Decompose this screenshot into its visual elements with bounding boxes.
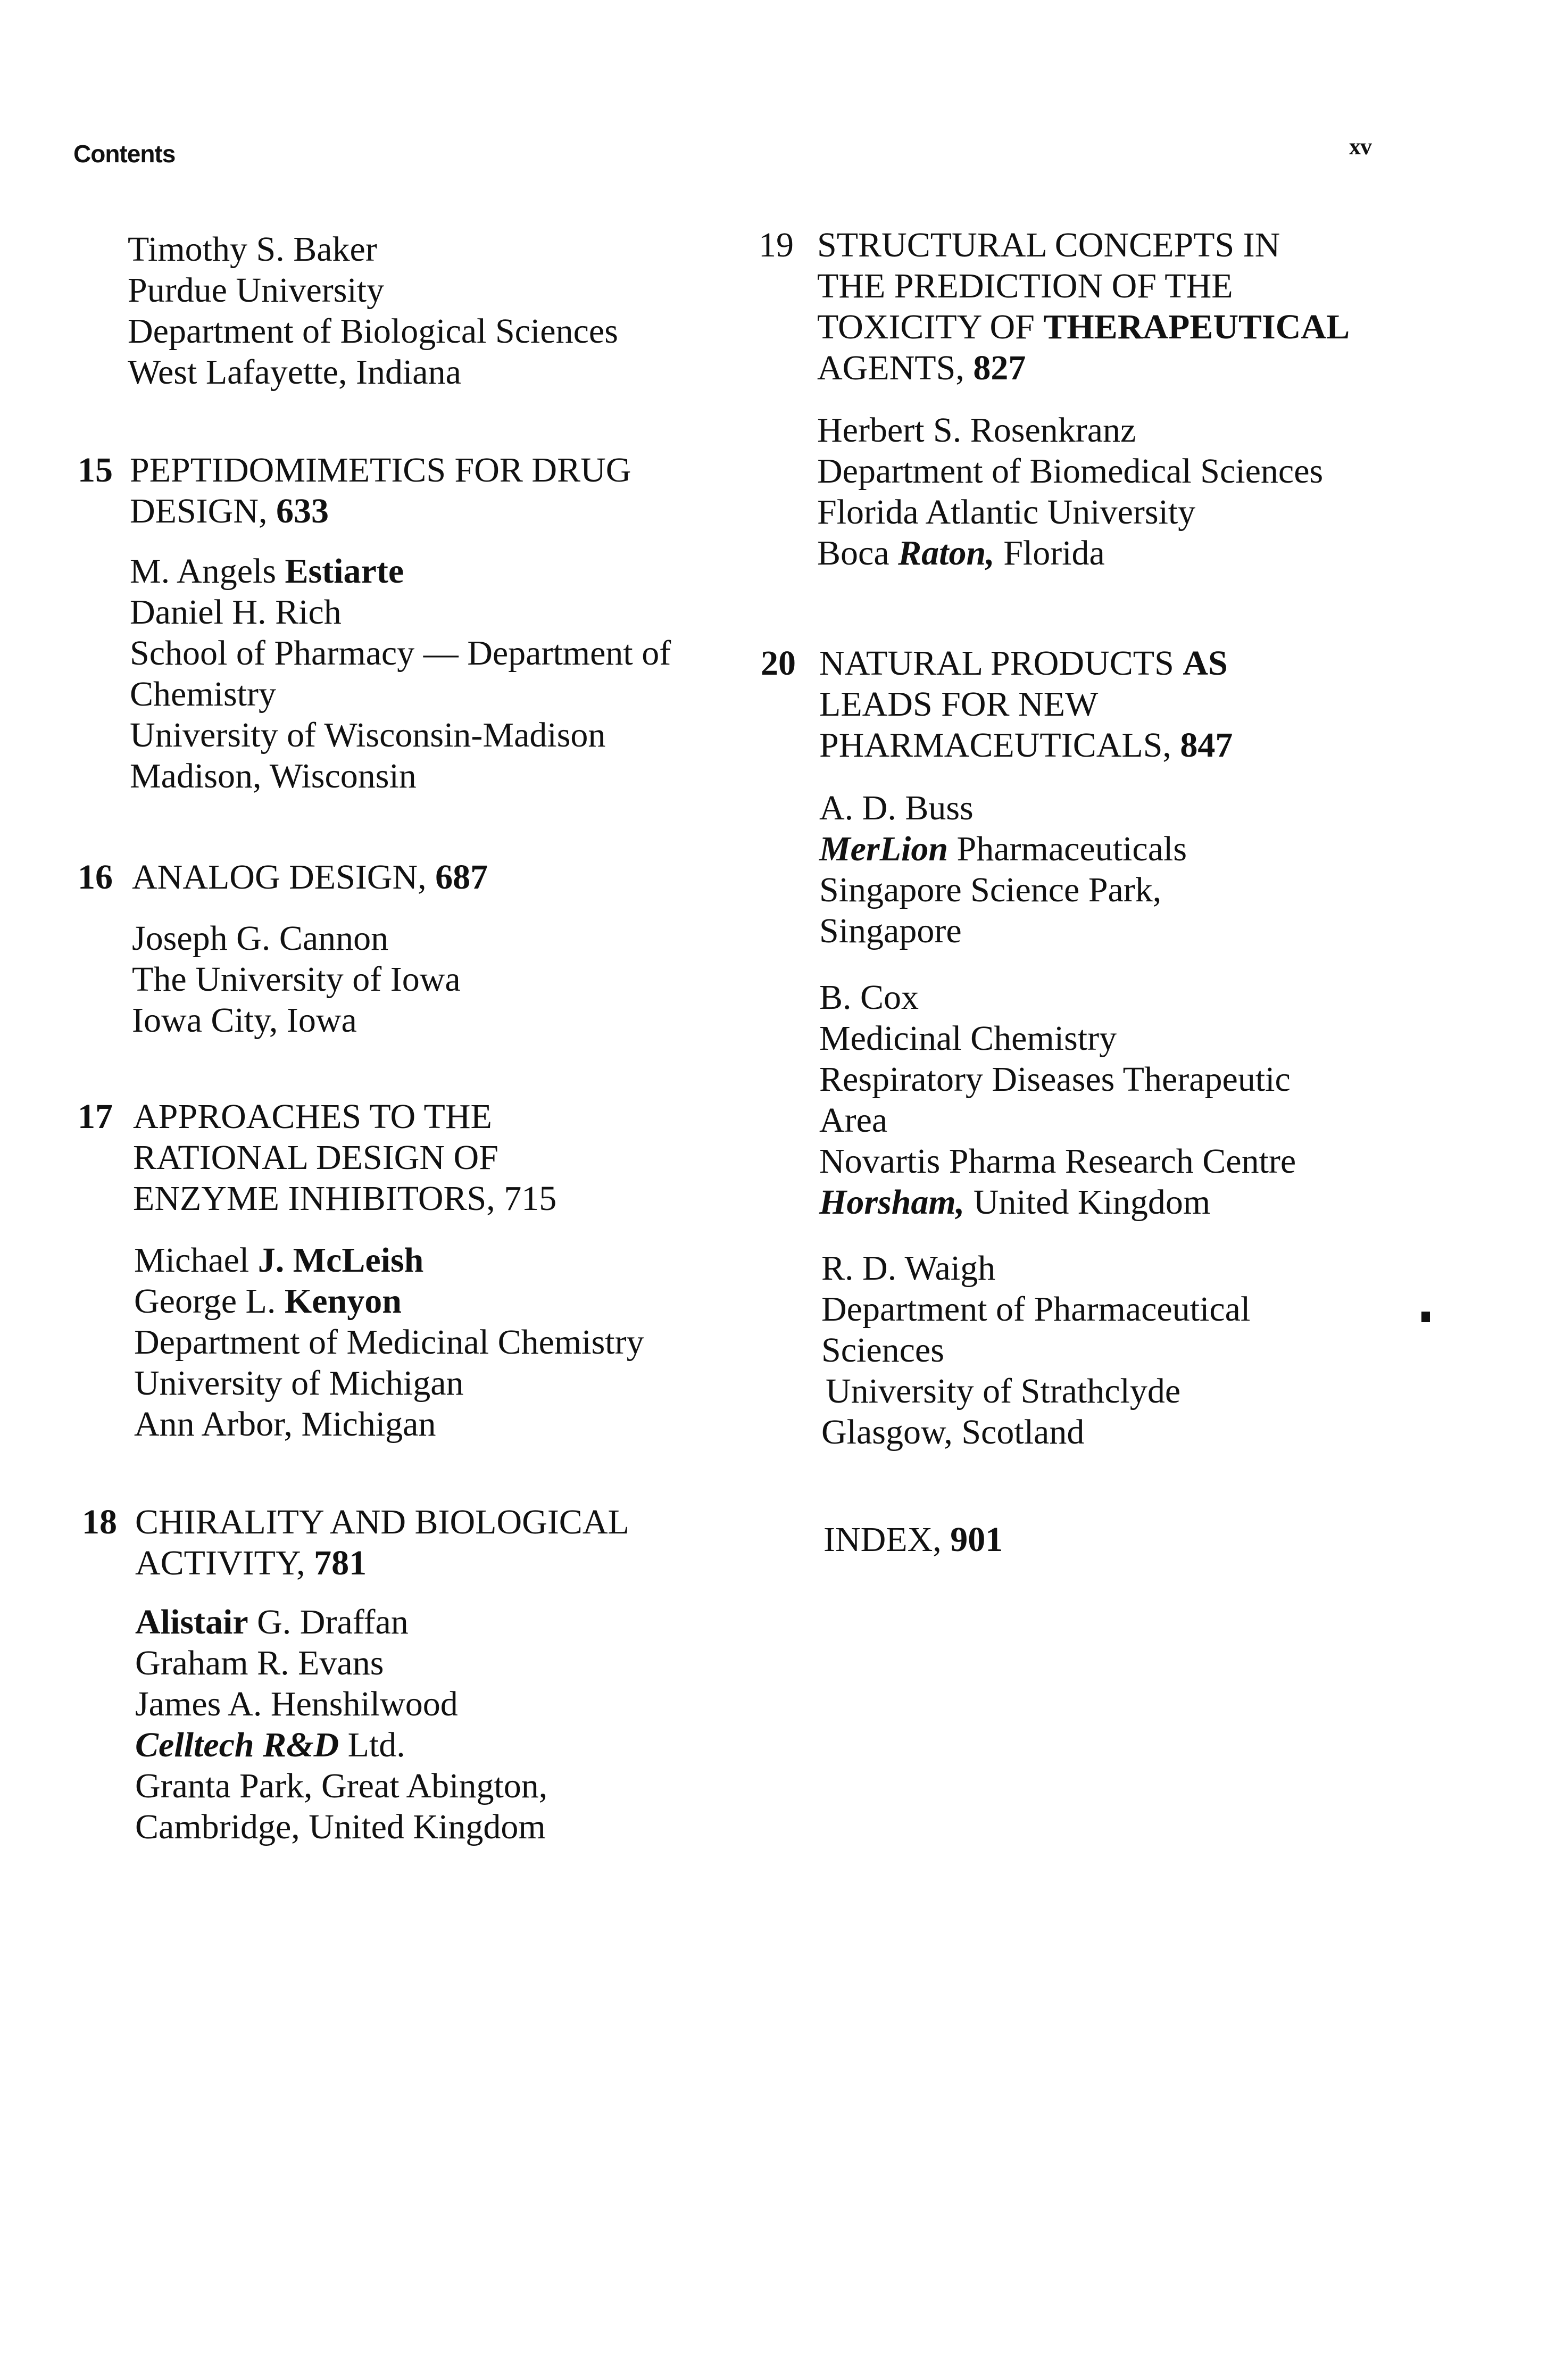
chapter-page: 847 xyxy=(1180,726,1233,765)
affiliation-line: Department of Pharmaceutical xyxy=(821,1290,1251,1329)
chapter-17-number: 17 xyxy=(78,1097,113,1136)
affiliation-line: MerLion Pharmaceuticals xyxy=(819,830,1187,868)
chapter-title-line: ENZYME INHIBITORS, 715 xyxy=(133,1179,557,1218)
running-head-left: Contents xyxy=(73,140,176,168)
affiliation-line: Cambridge, United Kingdom xyxy=(135,1807,546,1846)
affiliation-line: Ann Arbor, Michigan xyxy=(134,1405,436,1444)
affiliation-line: Celltech R&D Ltd. xyxy=(135,1726,405,1764)
affiliation-line: School of Pharmacy — Department of xyxy=(130,634,671,673)
chapter-17-authors xyxy=(134,1240,644,1445)
chapter-20-title xyxy=(819,643,1233,766)
chapter-page: 781 xyxy=(314,1544,367,1582)
chapter-title-line: LEADS FOR NEW xyxy=(819,685,1099,724)
affiliation-line: University of Strathclyde xyxy=(826,1372,1181,1411)
affiliation-line: Purdue University xyxy=(128,271,385,310)
index-line: INDEX, 901 xyxy=(823,1520,1003,1559)
chapter-15-number: 15 xyxy=(78,451,113,490)
author-line: R. D. Waigh xyxy=(821,1249,996,1288)
chapter-title-line: ACTIVITY, 781 xyxy=(135,1544,367,1582)
chapter-18-authors xyxy=(135,1602,547,1847)
chapter-20-authors-waigh xyxy=(821,1248,1250,1453)
author-line: Joseph G. Cannon xyxy=(132,919,389,958)
affiliation-line: Novartis Pharma Research Centre xyxy=(819,1142,1296,1181)
affiliation-line: Chemistry xyxy=(130,675,276,714)
author-line: Alistair G. Draffan xyxy=(135,1603,409,1641)
chapter-16-number: 16 xyxy=(78,858,113,897)
chapter-page: 687 xyxy=(435,858,488,897)
affiliation-line: The University of Iowa xyxy=(132,960,461,999)
chapter-20-authors-buss xyxy=(819,787,1187,951)
affiliation-line: Area xyxy=(819,1101,888,1140)
chapter-15-authors xyxy=(130,551,671,797)
chapter-16-authors xyxy=(132,918,461,1041)
affiliation-line: Granta Park, Great Abington, xyxy=(135,1767,548,1805)
affiliation-line: Department of Medicinal Chemistry xyxy=(134,1323,644,1362)
author-line: A. D. Buss xyxy=(819,789,974,827)
chapter-title-line: TOXICITY OF THERAPEUTICAL xyxy=(817,308,1350,346)
affiliation-line: Singapore Science Park, xyxy=(819,870,1162,909)
affiliation-line: Department of Biomedical Sciences xyxy=(817,452,1324,491)
chapter-title-line: STRUCTURAL CONCEPTS IN xyxy=(817,226,1280,264)
index-entry xyxy=(823,1519,1003,1560)
page-number: xv xyxy=(1349,134,1371,160)
affiliation-line: West Lafayette, Indiana xyxy=(128,353,461,392)
affiliation-line: Horsham, United Kingdom xyxy=(819,1183,1211,1222)
affiliation-line: Glasgow, Scotland xyxy=(821,1413,1085,1452)
print-mark xyxy=(1421,1312,1430,1322)
chapter-title-line: NATURAL PRODUCTS AS xyxy=(819,644,1228,683)
chapter-title-line: AGENTS, 827 xyxy=(817,349,1026,387)
author-line: Michael J. McLeish xyxy=(134,1241,424,1280)
chapter-19-authors xyxy=(817,410,1323,574)
affiliation-line: Medicinal Chemistry xyxy=(819,1019,1117,1058)
chapter-19-number: 19 xyxy=(759,226,794,264)
index-page: 901 xyxy=(950,1520,1003,1559)
affiliation-line: Iowa City, Iowa xyxy=(132,1001,357,1040)
affiliation-line: Florida Atlantic University xyxy=(817,493,1196,532)
chapter-16-title xyxy=(132,857,488,898)
affiliation-line: University of Wisconsin-Madison xyxy=(130,716,606,754)
affiliation-line: Boca Raton, Florida xyxy=(817,534,1105,573)
chapter-15-title xyxy=(130,450,631,532)
affiliation-line: Madison, Wisconsin xyxy=(130,757,417,795)
chapter-18-title xyxy=(135,1502,629,1583)
entry-prev-authors xyxy=(128,229,618,393)
chapter-title-line: THE PREDICTION OF THE xyxy=(817,267,1233,305)
author-line: Daniel H. Rich xyxy=(130,593,342,632)
affiliation-line: Respiratory Diseases Therapeutic xyxy=(819,1060,1291,1099)
affiliation-line: Singapore xyxy=(819,911,962,950)
author-line: Graham R. Evans xyxy=(135,1644,384,1682)
chapter-title-line: CHIRALITY AND BIOLOGICAL xyxy=(135,1503,629,1541)
chapter-title-line: DESIGN, 633 xyxy=(130,492,329,530)
chapter-20-authors-cox xyxy=(819,977,1296,1223)
chapter-title-line: RATIONAL DESIGN OF xyxy=(133,1138,498,1177)
author-line: George L. Kenyon xyxy=(134,1282,402,1321)
chapter-page: 827 xyxy=(973,349,1026,387)
chapter-17-title xyxy=(133,1096,556,1219)
chapter-title-line: PEPTIDOMIMETICS FOR DRUG xyxy=(130,451,631,490)
author-line: M. Angels Estiarte xyxy=(130,552,404,591)
chapter-title-line: ANALOG DESIGN, 687 xyxy=(132,858,488,897)
chapter-title-line: PHARMACEUTICALS, 847 xyxy=(819,726,1233,765)
chapter-page: 633 xyxy=(276,492,329,530)
author-line: B. Cox xyxy=(819,978,919,1017)
author-line: Herbert S. Rosenkranz xyxy=(817,411,1136,450)
author-line: James A. Henshilwood xyxy=(135,1685,458,1723)
affiliation-line: Sciences xyxy=(821,1331,944,1370)
chapter-19-title xyxy=(817,225,1350,388)
chapter-title-line: APPROACHES TO THE xyxy=(133,1097,492,1136)
chapter-18-number: 18 xyxy=(82,1503,117,1541)
author-line: Timothy S. Baker xyxy=(128,230,377,269)
affiliation-line: University of Michigan xyxy=(134,1364,464,1403)
chapter-20-number: 20 xyxy=(761,644,796,683)
affiliation-line: Department of Biological Sciences xyxy=(128,312,618,351)
